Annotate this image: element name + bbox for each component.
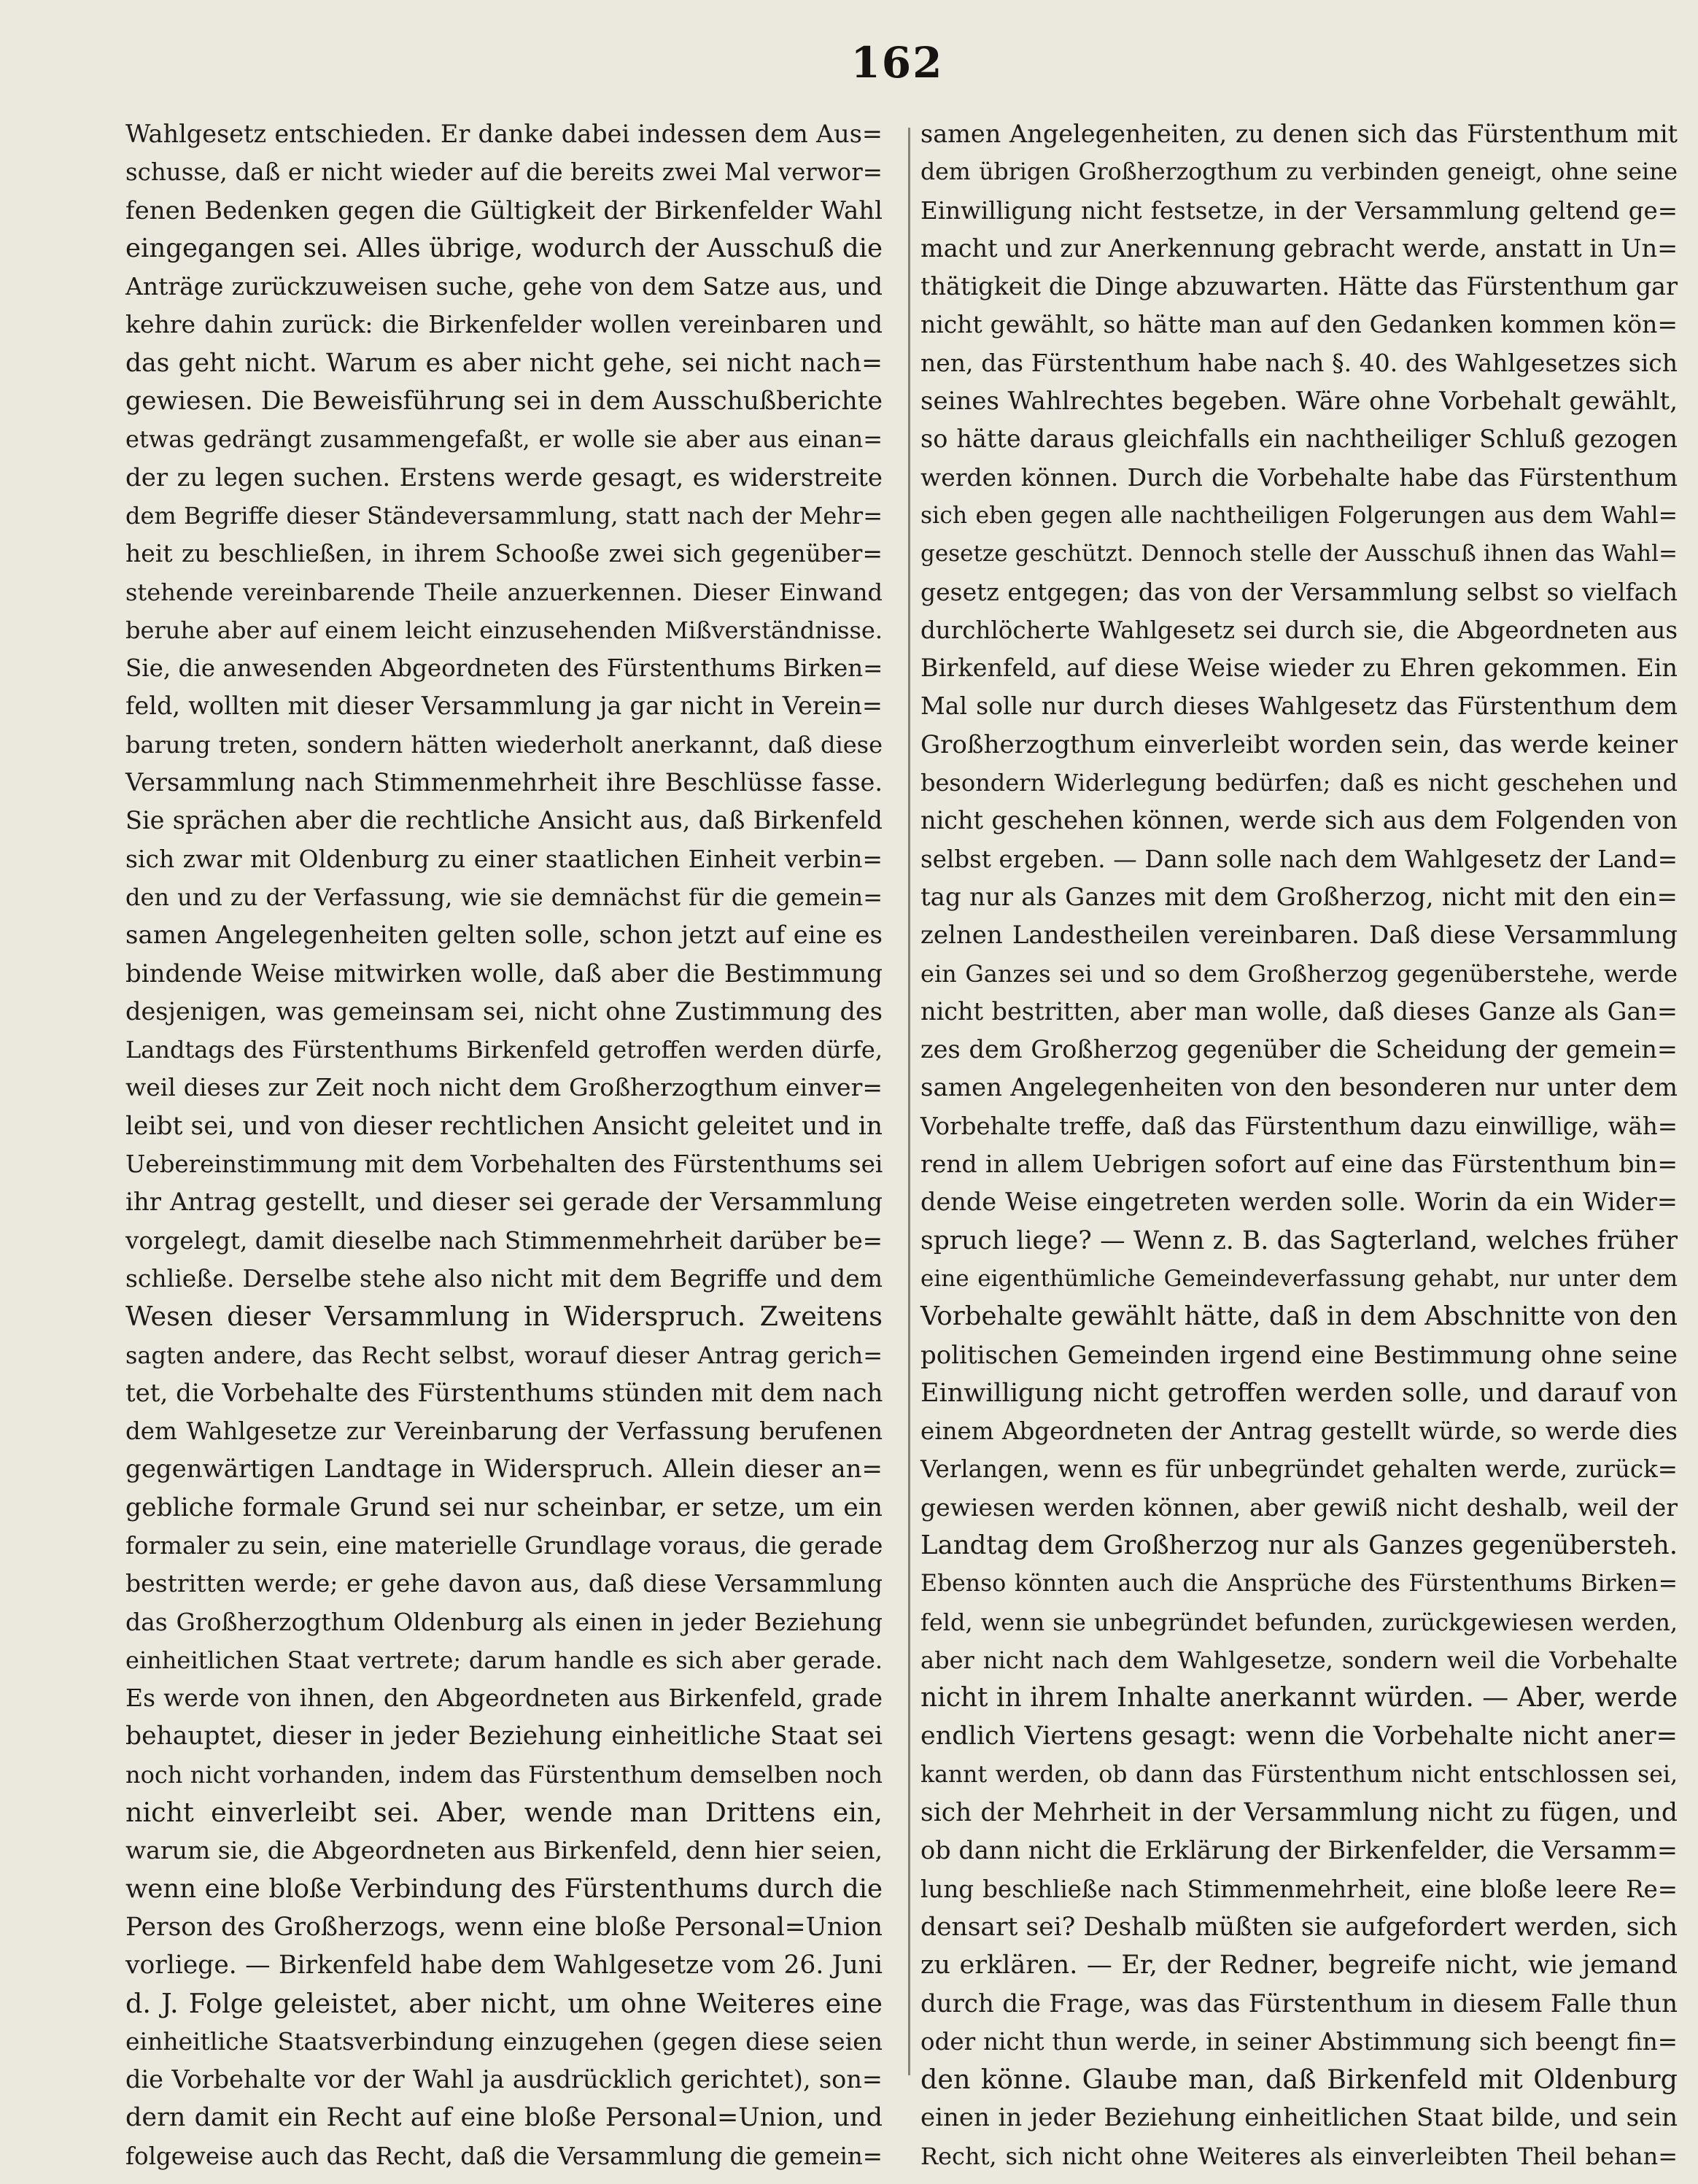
text-line: leibt sei, und von dieser rechtlichen Ansicht geleitet und in bbox=[125, 1111, 883, 1141]
text-line: nicht einverleibt sei. Aber, wende man Drittens ein, bbox=[125, 1797, 883, 1829]
text-line: einheitliche Staatsverbindung einzugehen (gegen diese seien bbox=[125, 2026, 883, 2056]
text-line: spruch liege? — Wenn z. B. das Sagterland, welches früher bbox=[920, 1225, 1678, 1255]
text-line: desjenigen, was gemeinsam sei, nicht ohne Zustimmung des bbox=[125, 996, 883, 1026]
text-line: vorgelegt, damit dieselbe nach Stimmenmehrheit darüber be= bbox=[125, 1226, 883, 1255]
text-line: Sie sprächen aber die rechtliche Ansicht aus, daß Birkenfeld bbox=[125, 806, 883, 835]
text-line: Verlangen, wenn es für unbegründet gehalten werde, zurück= bbox=[920, 1455, 1678, 1484]
text-line: behauptet, dieser in jeder Beziehung einheitliche Staat sei bbox=[125, 1722, 883, 1751]
text-line: samen Angelegenheiten, zu denen sich das Fürstenthum mit bbox=[920, 120, 1678, 148]
text-line: feld, wenn sie unbegründet befunden, zurückgewiesen werden, bbox=[920, 1608, 1678, 1636]
text-line: Einwilligung nicht festsetze, in der Versammlung geltend ge= bbox=[920, 196, 1678, 225]
text-line: samen Angelegenheiten von den besonderen nur unter dem bbox=[920, 1073, 1678, 1103]
text-line: Großherzogthum einverleibt worden sein, das werde keiner bbox=[920, 729, 1678, 759]
right-text-column bbox=[920, 115, 1678, 2175]
text-line: einheitlichen Staat vertrete; darum handle es sich aber gerade. bbox=[125, 1646, 883, 1674]
text-line: endlich Viertens gesagt: wenn die Vorbehalte nicht aner= bbox=[920, 1722, 1678, 1751]
text-line: sich eben gegen alle nachtheiligen Folgerungen aus dem Wahl= bbox=[920, 502, 1678, 529]
text-line: zes dem Großherzog gegenüber die Scheidung der gemein= bbox=[920, 1035, 1678, 1064]
text-line: formaler zu sein, eine materielle Grundlage voraus, die gerade bbox=[125, 1531, 883, 1560]
text-line: etwas gedrängt zusammengefaßt, er wolle sie aber aus einan= bbox=[125, 425, 883, 454]
text-line: das Großherzogthum Oldenburg als einen in jeder Beziehung bbox=[125, 1607, 883, 1636]
text-line: Wahlgesetz entschieden. Er danke dabei indessen dem Aus= bbox=[125, 120, 883, 148]
text-line: einen in jeder Beziehung einheitlichen Staat bilde, und sein bbox=[920, 2103, 1678, 2133]
column-divider bbox=[908, 128, 910, 2075]
text-line: vorliege. — Birkenfeld habe dem Wahlgesetze vom 26. Juni bbox=[125, 1951, 883, 1980]
text-line: selbst ergeben. — Dann solle nach dem Wahlgesetz der Land= bbox=[920, 845, 1678, 873]
text-line: gewiesen. Die Beweisführung sei in dem Ausschußberichte bbox=[125, 387, 883, 417]
text-line: sich der Mehrheit in der Versammlung nicht zu fügen, und bbox=[920, 1798, 1678, 1828]
text-line: die Vorbehalte vor der Wahl ja ausdrücklich gerichtet), son= bbox=[125, 2065, 883, 2094]
text-line: rend in allem Uebrigen sofort auf eine das Fürstenthum bin= bbox=[920, 1150, 1678, 1179]
text-line: gewiesen werden können, aber gewiß nicht deshalb, weil der bbox=[920, 1492, 1678, 1522]
text-line: folgeweise auch das Recht, daß die Versammlung die gemein= bbox=[125, 2142, 883, 2170]
text-line: ob dann nicht die Erklärung der Birkenfelder, die Versamm= bbox=[920, 1836, 1678, 1865]
text-line: seines Wahlrechtes begeben. Wäre ohne Vorbehalt gewählt, bbox=[920, 387, 1678, 417]
text-line: schließe. Derselbe stehe also nicht mit dem Begriffe und dem bbox=[125, 1263, 883, 1293]
text-line: durch die Frage, was das Fürstenthum in diesem Falle thun bbox=[920, 1989, 1678, 2018]
text-line: kannt werden, ob dann das Fürstenthum nicht entschlossen sei, bbox=[920, 1761, 1678, 1788]
text-line: Anträge zurückzuweisen suche, gehe von dem Satze aus, und bbox=[125, 272, 883, 301]
text-line: bindende Weise mitwirken wolle, daß aber die Bestimmung bbox=[125, 959, 883, 988]
text-line: dern damit ein Recht auf eine bloße Personal=Union, und bbox=[125, 2103, 883, 2133]
text-line: zu erklären. — Er, der Redner, begreife nicht, wie jemand bbox=[920, 1951, 1678, 1980]
text-line: ihr Antrag gestellt, und dieser sei gerade der Versammlung bbox=[125, 1188, 883, 1217]
text-line: das geht nicht. Warum es aber nicht gehe, sei nicht nach= bbox=[125, 348, 883, 378]
text-line: heit zu beschließen, in ihrem Schooße zwei sich gegenüber= bbox=[125, 539, 883, 568]
text-line: dem übrigen Großherzogthum zu verbinden geneigt, ohne seine bbox=[920, 159, 1678, 186]
text-line: so hätte daraus gleichfalls ein nachtheiliger Schluß gezogen bbox=[920, 425, 1678, 454]
text-line: Person des Großherzogs, wenn eine bloße Personal=Union bbox=[125, 1912, 883, 1942]
text-line: lung beschließe nach Stimmenmehrheit, eine bloße leere Re= bbox=[920, 1875, 1678, 1903]
text-line: stehende vereinbarende Theile anzuerkennen. Dieser Einwand bbox=[125, 578, 883, 606]
text-line: sagten andere, das Recht selbst, worauf dieser Antrag gerich= bbox=[125, 1341, 883, 1369]
text-line: ein Ganzes sei und so dem Großherzog gegenüberstehe, werde bbox=[920, 959, 1678, 988]
text-line: Sie, die anwesenden Abgeordneten des Fürstenthums Birken= bbox=[125, 654, 883, 683]
text-line: oder nicht thun werde, in seiner Abstimmung sich beengt fin= bbox=[920, 2027, 1678, 2056]
text-line: nicht in ihrem Inhalte anerkannt würden. — Aber, werde bbox=[920, 1683, 1678, 1713]
page-number: 162 bbox=[850, 38, 944, 88]
text-line: der zu legen suchen. Erstens werde gesagt, es widerstreite bbox=[125, 462, 883, 492]
text-line: eingegangen sei. Alles übrige, wodurch der Ausschuß die bbox=[125, 233, 883, 263]
text-line: Einwilligung nicht getroffen werden solle, und darauf von bbox=[920, 1378, 1678, 1408]
text-line: schusse, daß er nicht wieder auf die bereits zwei Mal verwor= bbox=[125, 158, 883, 187]
text-line: bestritten werde; er gehe davon aus, daß diese Versammlung bbox=[125, 1569, 883, 1598]
text-line: dem Wahlgesetze zur Vereinbarung der Verfassung berufenen bbox=[125, 1417, 883, 1446]
text-line: aber nicht nach dem Wahlgesetze, sondern weil die Vorbehalte bbox=[920, 1646, 1678, 1674]
text-line: den und zu der Verfassung, wie sie demnächst für die gemein= bbox=[125, 883, 883, 911]
text-line: zelnen Landestheilen vereinbaren. Daß diese Versammlung bbox=[920, 921, 1678, 950]
text-line: Mal solle nur durch dieses Wahlgesetz das Fürstenthum dem bbox=[920, 692, 1678, 721]
text-line: beruhe aber auf einem leicht einzusehenden Mißverständnisse. bbox=[125, 616, 883, 644]
text-line: densart sei? Deshalb müßten sie aufgefordert werden, sich bbox=[920, 1912, 1678, 1942]
text-line: Vorbehalte gewählt hätte, daß in dem Abschnitte von den bbox=[920, 1301, 1678, 1332]
text-line: durchlöcherte Wahlgesetz sei durch sie, die Abgeordneten aus bbox=[920, 616, 1678, 644]
text-line: Es werde von ihnen, den Abgeordneten aus Birkenfeld, grade bbox=[125, 1684, 883, 1713]
text-line: dende Weise eingetreten werden solle. Worin da ein Wider= bbox=[920, 1188, 1678, 1217]
text-line: Landtag dem Großherzog nur als Ganzes gegenübersteh. bbox=[920, 1530, 1678, 1560]
text-line: tet, die Vorbehalte des Fürstenthums stünden mit dem nach bbox=[125, 1378, 883, 1408]
text-line: macht und zur Anerkennung gebracht werde, anstatt in Un= bbox=[920, 233, 1678, 263]
text-line: Landtags des Fürstenthums Birkenfeld getroffen werden dürfe, bbox=[125, 1036, 883, 1064]
text-line: d. J. Folge geleistet, aber nicht, um ohne Weiteres eine bbox=[125, 1987, 883, 2019]
text-line: gesetze geschützt. Dennoch stelle der Ausschuß ihnen das Wahl= bbox=[920, 541, 1678, 568]
text-line: politischen Gemeinden irgend eine Bestimmung ohne seine bbox=[920, 1340, 1678, 1370]
text-line: werden können. Durch die Vorbehalte habe das Fürstenthum bbox=[920, 462, 1678, 492]
text-line: kehre dahin zurück: die Birkenfelder wollen vereinbaren und bbox=[125, 310, 883, 339]
text-line: Wesen dieser Versammlung in Widerspruch. Zweitens bbox=[125, 1301, 883, 1333]
text-line: weil dieses zur Zeit noch nicht dem Großherzogthum einver= bbox=[125, 1073, 883, 1102]
text-line: dem Begriffe dieser Ständeversammlung, statt nach der Mehr= bbox=[125, 501, 883, 530]
text-line: gegenwärtigen Landtage in Widerspruch. Allein dieser an= bbox=[125, 1455, 883, 1484]
text-line: nicht bestritten, aber man wolle, daß dieses Ganze als Gan= bbox=[920, 996, 1678, 1026]
text-line: gesetz entgegen; das von der Versammlung selbst so vielfach bbox=[920, 577, 1678, 606]
text-line: nicht gewählt, so hätte man auf den Gedanken kommen kön= bbox=[920, 310, 1678, 339]
text-line: den könne. Glaube man, daß Birkenfeld mit Oldenburg bbox=[920, 2064, 1678, 2096]
text-line: gebliche formale Grund sei nur scheinbar, er setze, um ein bbox=[125, 1492, 883, 1522]
text-line: barung treten, sondern hätten wiederholt anerkannt, daß diese bbox=[125, 730, 883, 759]
text-line: Vorbehalte treffe, daß das Fürstenthum dazu einwillige, wäh= bbox=[920, 1112, 1678, 1140]
text-line: fenen Bedenken gegen die Gültigkeit der Birkenfelder Wahl bbox=[125, 195, 883, 225]
text-line: wenn eine bloße Verbindung des Fürstenthums durch die bbox=[125, 1873, 883, 1904]
text-line: feld, wollten mit dieser Versammlung ja gar nicht in Verein= bbox=[125, 692, 883, 721]
text-line: eine eigenthümliche Gemeindeverfassung gehabt, nur unter dem bbox=[920, 1265, 1678, 1292]
text-line: Recht, sich nicht ohne Weiteres als einverleibten Theil behan= bbox=[920, 2142, 1678, 2170]
text-line: nen, das Fürstenthum habe nach §. 40. des Wahlgesetzes sich bbox=[920, 348, 1678, 377]
text-line: nicht geschehen können, werde sich aus dem Folgenden von bbox=[920, 806, 1678, 835]
text-line: Ebenso könnten auch die Ansprüche des Fürstenthums Birken= bbox=[920, 1571, 1678, 1598]
text-line: thätigkeit die Dinge abzuwarten. Hätte das Fürstenthum gar bbox=[920, 272, 1678, 301]
text-line: Versammlung nach Stimmenmehrheit ihre Beschlüsse fasse. bbox=[125, 768, 883, 797]
text-line: besondern Widerlegung bedürfen; daß es nicht geschehen und bbox=[920, 769, 1678, 797]
left-text-column bbox=[125, 115, 883, 2175]
text-line: warum sie, die Abgeordneten aus Birkenfeld, denn hier seien, bbox=[125, 1836, 883, 1865]
text-line: Uebereinstimmung mit dem Vorbehalten des Fürstenthums sei bbox=[125, 1150, 883, 1179]
text-line: sich zwar mit Oldenburg zu einer staatlichen Einheit verbin= bbox=[125, 844, 883, 873]
text-line: noch nicht vorhanden, indem das Fürstenthum demselben noch bbox=[125, 1760, 883, 1789]
text-line: samen Angelegenheiten gelten solle, schon jetzt auf eine es bbox=[125, 921, 883, 950]
text-line: Birkenfeld, auf diese Weise wieder zu Ehren gekommen. Ein bbox=[920, 654, 1678, 683]
text-line: einem Abgeordneten der Antrag gestellt würde, so werde dies bbox=[920, 1417, 1678, 1446]
text-line: tag nur als Ganzes mit dem Großherzog, nicht mit den ein= bbox=[920, 882, 1678, 912]
